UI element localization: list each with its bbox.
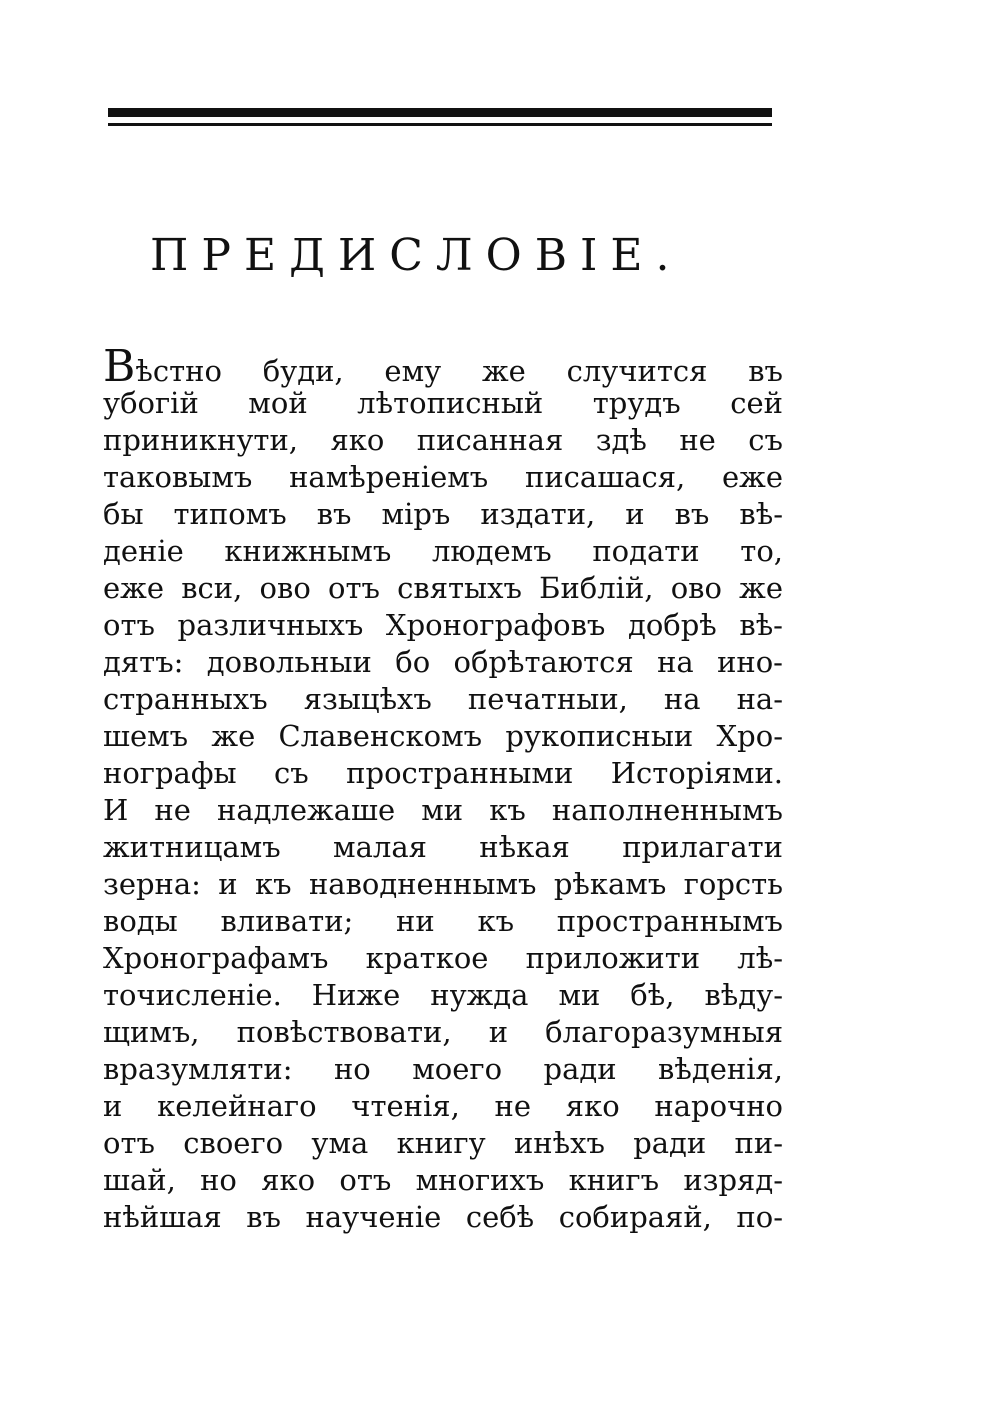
text-line: Хронографамъ краткое приложити лѣ- [103, 941, 783, 975]
text-line: приникнути, яко писанная здѣ не съ [103, 423, 783, 457]
text-line: таковымъ намѣреніемъ писашася, еже [103, 460, 783, 494]
page-heading: ПРЕДИСЛОВІЕ. [150, 230, 683, 281]
text-line: шай, но яко отъ многихъ книгъ изряд- [103, 1163, 783, 1197]
drop-cap-letter: В [103, 341, 136, 392]
text-line: И не надлежаше ми къ наполненнымъ [103, 793, 783, 827]
text-line: отъ своего ума книгу инѣхъ ради пи- [103, 1126, 783, 1160]
text-line: и келейнаго чтенія, не яко нарочно [103, 1089, 783, 1123]
text-line: убогій мой лѣтописный трудъ сей [103, 386, 783, 420]
text-line [103, 341, 783, 392]
text-line-rest: ѣстно буди, ему же случится въ [135, 354, 783, 388]
text-line: нѣйшая въ наученіе себѣ собираяй, по- [103, 1200, 783, 1234]
header-rule-thick [108, 108, 772, 117]
text-line: странныхъ языцѣхъ печатныи, на на- [103, 682, 783, 716]
body-text [103, 341, 783, 1236]
text-line: деніе книжнымъ людемъ подати то, [103, 534, 783, 568]
text-line: отъ различныхъ Хронографовъ добрѣ вѣ- [103, 608, 783, 642]
text-line: нографы съ пространными Исторіями. [103, 756, 783, 790]
text-line: зерна: и къ наводненнымъ рѣкамъ горсть [103, 867, 783, 901]
text-line: щимъ, повѣствовати, и благоразумныя [103, 1015, 783, 1049]
text-line: воды вливати; ни къ пространнымъ [103, 904, 783, 938]
text-line: шемъ же Славенскомъ рукописныи Хро- [103, 719, 783, 753]
text-line: точисленіе. Ниже нужда ми бѣ, вѣду- [103, 978, 783, 1012]
text-line: дятъ: довольныи бо обрѣтаются на ино- [103, 645, 783, 679]
text-line: бы типомъ въ міръ издати, и въ вѣ- [103, 497, 783, 531]
header-rule-thin [108, 123, 772, 126]
text-line: житницамъ малая нѣкая прилагати [103, 830, 783, 864]
text-line: еже вси, ово отъ святыхъ Библій, ово же [103, 571, 783, 605]
text-line: вразумляти: но моего ради вѣденія, [103, 1052, 783, 1086]
